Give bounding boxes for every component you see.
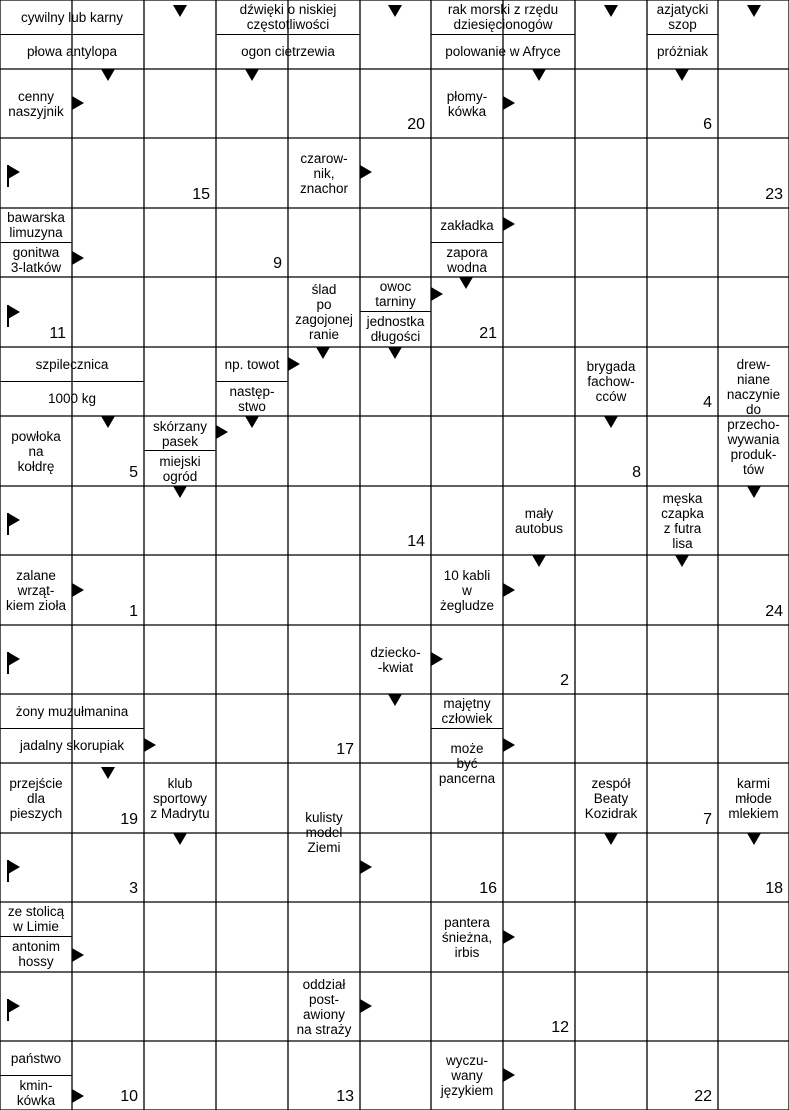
clue-c37: przejście dla pieszych: [9, 775, 63, 821]
clue-divider: [144, 450, 216, 451]
arrow-down-icon: [101, 416, 115, 428]
clue-c7: azjatycki szop: [656, 2, 709, 32]
cell-number: 17: [336, 741, 354, 758]
cell-number: 13: [336, 1088, 354, 1105]
arrow-down-icon: [532, 69, 546, 81]
cell-number: 24: [765, 603, 783, 620]
arrow-right-icon: [144, 738, 156, 752]
clue-divider: [0, 936, 72, 937]
arrow-right-icon: [503, 217, 515, 231]
arrow-down-icon: [747, 833, 761, 845]
arrow-down-icon: [101, 69, 115, 81]
clue-c20: 1000 kg: [47, 391, 97, 406]
clue-c46: państwo: [10, 1050, 62, 1066]
flag-pole: [7, 305, 9, 327]
clue-c24: drew- niane naczynie do przecho- wywania produk- tów: [726, 356, 781, 477]
flag-arrow-icon: [8, 513, 20, 527]
arrow-down-icon: [747, 486, 761, 498]
arrow-right-icon: [503, 1068, 515, 1082]
cell-number: 21: [479, 325, 497, 342]
clue-c16: ślad po zagojonej ranie: [295, 282, 353, 342]
cell-number: 20: [407, 116, 425, 133]
cell-number: 11: [49, 325, 66, 342]
arrow-right-icon: [503, 738, 515, 752]
clue-c42: ze stolicą w Limie: [7, 904, 65, 934]
clue-c2: płowa antylopa: [26, 44, 118, 59]
arrow-down-icon: [747, 5, 761, 17]
flag-pole: [7, 860, 9, 882]
flag-arrow-icon: [8, 165, 20, 179]
cell-number: 12: [551, 1019, 569, 1036]
clue-c33: żony muzułmanina: [15, 703, 129, 719]
clue-c27: miejski ogród: [159, 453, 201, 484]
clue-c18: jednostka długości: [366, 314, 425, 344]
arrow-down-icon: [173, 486, 187, 498]
clue-c29: męska czapka z futra lisa: [661, 490, 704, 551]
clue-c23: brygada fachow- cców: [586, 359, 636, 404]
clue-c47: kmin- kówka: [16, 1077, 56, 1108]
clue-divider: [216, 34, 360, 35]
arrow-down-icon: [101, 767, 115, 779]
arrow-down-icon: [604, 5, 618, 17]
arrow-right-icon: [360, 860, 372, 874]
arrow-right-icon: [431, 652, 443, 666]
clue-c39: kulisty model Ziemi: [305, 810, 343, 855]
arrow-right-icon: [288, 357, 300, 371]
cell-number: 15: [192, 186, 210, 203]
cell-number: 2: [560, 672, 569, 689]
arrow-right-icon: [360, 999, 372, 1013]
clue-divider: [0, 34, 144, 35]
clue-c19: szpilecznica: [35, 356, 109, 372]
clue-divider: [431, 242, 503, 243]
clue-c22: następ- stwo: [229, 383, 275, 414]
cell-number: 18: [765, 880, 783, 897]
clue-c17: owoc tarniny: [375, 279, 416, 309]
clue-c11: czarow- nik, znachor: [299, 150, 349, 196]
clue-c25: powłoka na kołdrę: [11, 428, 61, 474]
arrow-down-icon: [388, 5, 402, 17]
cell-number: 16: [479, 880, 497, 897]
arrow-down-icon: [173, 5, 187, 17]
clue-c21: np. towot: [224, 356, 280, 372]
cell-number: 19: [120, 811, 138, 828]
clue-c28: mały autobus: [514, 505, 564, 536]
arrow-right-icon: [360, 165, 372, 179]
arrow-down-icon: [388, 347, 402, 359]
flag-arrow-icon: [8, 652, 20, 666]
clue-c32: dziecko- -kwiat: [370, 644, 421, 675]
clue-c43: antonim hossy: [11, 939, 61, 969]
clue-c4: ogon cietrzewia: [241, 44, 335, 59]
clue-c40: zespół Beaty Kozidrak: [584, 775, 638, 821]
arrow-right-icon: [72, 96, 84, 110]
clue-c36: może być pancerna: [438, 740, 496, 786]
arrow-right-icon: [72, 251, 84, 265]
flag-pole: [7, 513, 9, 535]
clue-c48: wyczu- wany językiem: [440, 1053, 494, 1098]
arrow-right-icon: [72, 583, 84, 597]
cell-number: 9: [273, 255, 282, 272]
clue-divider: [0, 242, 72, 243]
arrow-down-icon: [675, 555, 689, 567]
arrow-right-icon: [503, 96, 515, 110]
clue-c3: dźwięki o niskiej częstotliwości: [239, 2, 337, 32]
clue-c13: gonitwa 3-latków: [10, 244, 62, 275]
flag-arrow-icon: [8, 999, 20, 1013]
cell-number: 4: [703, 394, 712, 411]
cell-number: 3: [129, 880, 138, 897]
arrow-down-icon: [459, 277, 473, 289]
clue-c30: zalane wrząt- kiem zioła: [5, 567, 67, 613]
cell-number: 22: [694, 1088, 712, 1105]
clue-c8: próżniak: [656, 44, 709, 59]
arrow-down-icon: [245, 416, 259, 428]
arrow-down-icon: [604, 833, 618, 845]
clue-divider: [0, 728, 144, 729]
flag-arrow-icon: [8, 860, 20, 874]
arrow-right-icon: [72, 948, 84, 962]
clue-c44: pantera śnieżna, irbis: [441, 914, 493, 960]
clue-c15: zapora wodna: [446, 244, 488, 275]
arrow-right-icon: [72, 1089, 84, 1103]
arrow-down-icon: [173, 833, 187, 845]
clue-c9: cenny naszyjnik: [8, 88, 64, 119]
flag-arrow-icon: [8, 305, 20, 319]
clue-c34: majętny człowiek: [441, 696, 493, 726]
arrow-down-icon: [675, 69, 689, 81]
arrow-right-icon: [431, 287, 443, 301]
clue-c5: rak morski z rzędu dziesięcionogów: [447, 2, 559, 32]
clue-c6: polowanie w Afryce: [445, 44, 561, 59]
flag-pole: [7, 652, 9, 674]
clue-c26: skórzany pasek: [152, 418, 208, 449]
arrow-down-icon: [245, 69, 259, 81]
cell-number: 1: [129, 603, 138, 620]
clue-divider: [647, 34, 718, 35]
clue-divider: [431, 34, 575, 35]
clue-c12: bawarska limuzyna: [7, 210, 65, 240]
arrow-down-icon: [532, 555, 546, 567]
cell-number: 10: [120, 1088, 138, 1105]
flag-pole: [7, 165, 9, 187]
clue-c38: klub sportowy z Madrytu: [150, 775, 210, 821]
clue-c35: jadalny skorupiak: [19, 738, 125, 753]
clue-divider: [216, 381, 288, 382]
cell-number: 7: [703, 811, 712, 828]
clue-divider: [431, 728, 503, 729]
clue-c45: oddział post- awiony na straży: [296, 976, 352, 1037]
flag-pole: [7, 999, 9, 1021]
cell-number: 14: [407, 533, 425, 550]
cell-number: 8: [632, 464, 641, 481]
cell-number: 5: [129, 464, 138, 481]
arrow-down-icon: [316, 347, 330, 359]
clue-divider: [360, 311, 431, 312]
clue-divider: [0, 381, 144, 382]
cell-number: 23: [765, 186, 783, 203]
clue-divider: [0, 1075, 72, 1076]
clue-c41: karmi młode mlekiem: [728, 775, 779, 821]
arrow-down-icon: [388, 694, 402, 706]
arrow-right-icon: [503, 930, 515, 944]
arrow-right-icon: [503, 583, 515, 597]
arrow-down-icon: [604, 416, 618, 428]
clue-c31: 10 kabli w żegludze: [439, 567, 495, 613]
cell-number: 6: [703, 116, 712, 133]
clue-c14: zakładka: [440, 217, 494, 233]
arrow-right-icon: [216, 425, 228, 439]
clue-c10: płomy- kówka: [446, 88, 488, 119]
clue-c1: cywilny lub karny: [20, 9, 124, 25]
